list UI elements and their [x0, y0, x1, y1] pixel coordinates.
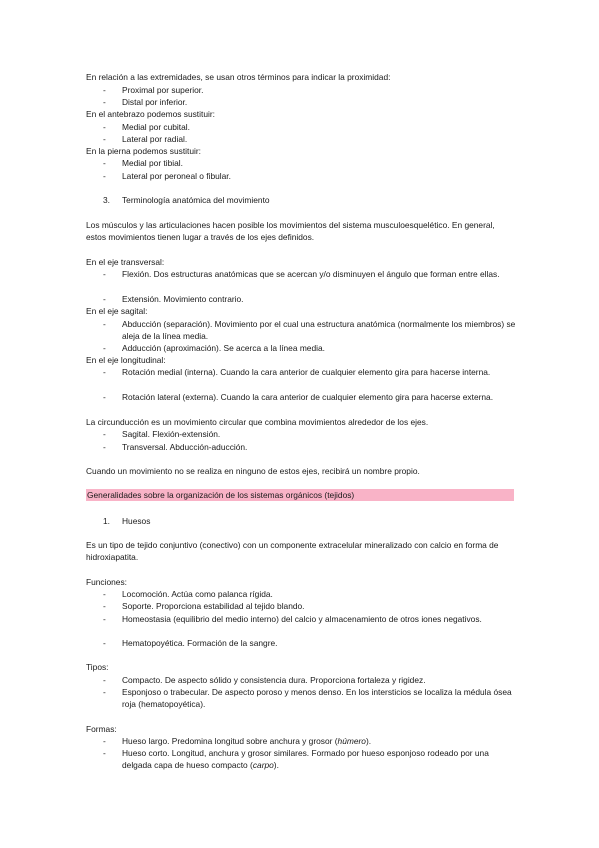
tipos-label: Tipos: — [86, 662, 109, 672]
pierna-intro: En la pierna podemos sustituir: — [86, 146, 201, 156]
eje-sagital-label: En el eje sagital: — [86, 306, 148, 316]
extremidades-intro: En relación a las extremidades, se usan otros términos para indicar la proximidad: — [86, 72, 391, 82]
paragraph: Es un tipo de tejido conjuntivo (conectivo) con un componente extracelular mineralizado con calcio en forma de hidroxiapatita. — [86, 540, 499, 563]
eje-longitudinal-label: En el eje longitudinal: — [86, 355, 166, 365]
section-number: 3. — [103, 195, 110, 205]
generalidades-heading: Generalidades sobre la organización de los sistemas orgánicos (tejidos) — [87, 490, 355, 500]
funciones-label: Funciones: — [86, 577, 127, 587]
section-title: Terminología anatómica del movimiento — [122, 195, 270, 205]
section-number: 1. — [103, 516, 110, 526]
section-title: Huesos — [122, 516, 151, 526]
nombre-propio-text: Cuando un movimiento no se realiza en ninguno de estos ejes, recibirá un nombre propio. — [86, 466, 420, 476]
antebrazo-intro: En el antebrazo podemos sustituir: — [86, 109, 215, 119]
circunduccion-text: La circunducción es un movimiento circular que combina movimientos alrededor de los ejes. — [86, 417, 429, 427]
eje-transversal-label: En el eje transversal: — [86, 257, 165, 267]
document-page: En relación a las extremidades, se usan otros términos para indicar la proximidad: - Proximal por superior. - Distal por inferior. En el antebrazo podemos sustituir: - Medial por cubital. - Lateral por radial. En la pierna podemos sustituir: - Medial por tibial. - Lateral por peroneal o fibular. 3. Terminología anatómica del movimiento Los músculos y las articulaciones hacen posible los movimientos del sistema musculoesquelético. En general, estos movimientos tienen lugar a través de los ejes definidos. En el eje transversal: - Flexión. Dos estructuras anatómicas que se acercan y/o disminuyen el ángulo que forman entre ellas. - Extensión. Movimiento contrario. En el eje sagital: - Abducción (separación). Movimiento por el cual una estructura anatómica (normalmente los miembros) se aleja de la línea media. - Adducción (aproximación). Se acerca a la línea media. En el eje longitudinal: - Rotación medial (interna). Cuando la cara anterior de cualquier elemento gira para hacerse interna. - Rotación lateral (externa). Cuando la cara anterior de cualquier elemento gira para hacerse externa. La circunducción es un movimiento circular que combina movimientos alrededor de los ejes. - Sagital. Flexión-extensión. - Transversal. Abducción-aducción. Cuando un movimiento no se realiza en ninguno de estos ejes, recibirá un nombre propio. Generalidades sobre la organización de los sistemas orgánicos (tejidos) 1. Huesos Es un tipo de tejido conjuntivo (conectivo) con un componente extracelular mineralizado con calcio en forma de hidroxiapatita. Funciones: - Locomoción. Actúa como palanca rígida. - Soporte. Proporciona estabilidad al tejido blando. - Homeostasia (equilibrio del medio interno) del calcio y almacenamiento de otros iones negativos. - Hematopoyética. Formación de la sangre. Tipos: - Compacto. De aspecto sólido y consistencia dura. Proporciona fortaleza y rigidez. - Esponjoso o trabecular. De aspecto poroso y menos denso. En los intersticios se localiza la médula ósea roja (hematopoyética). Formas: - Hueso largo. Predomina longitud sobre anchura y grosor (húmero). - Hueso corto. Longitud, anchura y grosor similares. Formado por hueso esponjoso rodeado por una delgada capa de hueso compacto (carpo). — [86, 72, 516, 771]
paragraph: Los músculos y las articulaciones hacen posible los movimientos del sistema musculoesquelético. En general, estos movimientos tienen lugar a través de los ejes definidos. — [86, 220, 495, 243]
formas-label: Formas: — [86, 724, 117, 734]
